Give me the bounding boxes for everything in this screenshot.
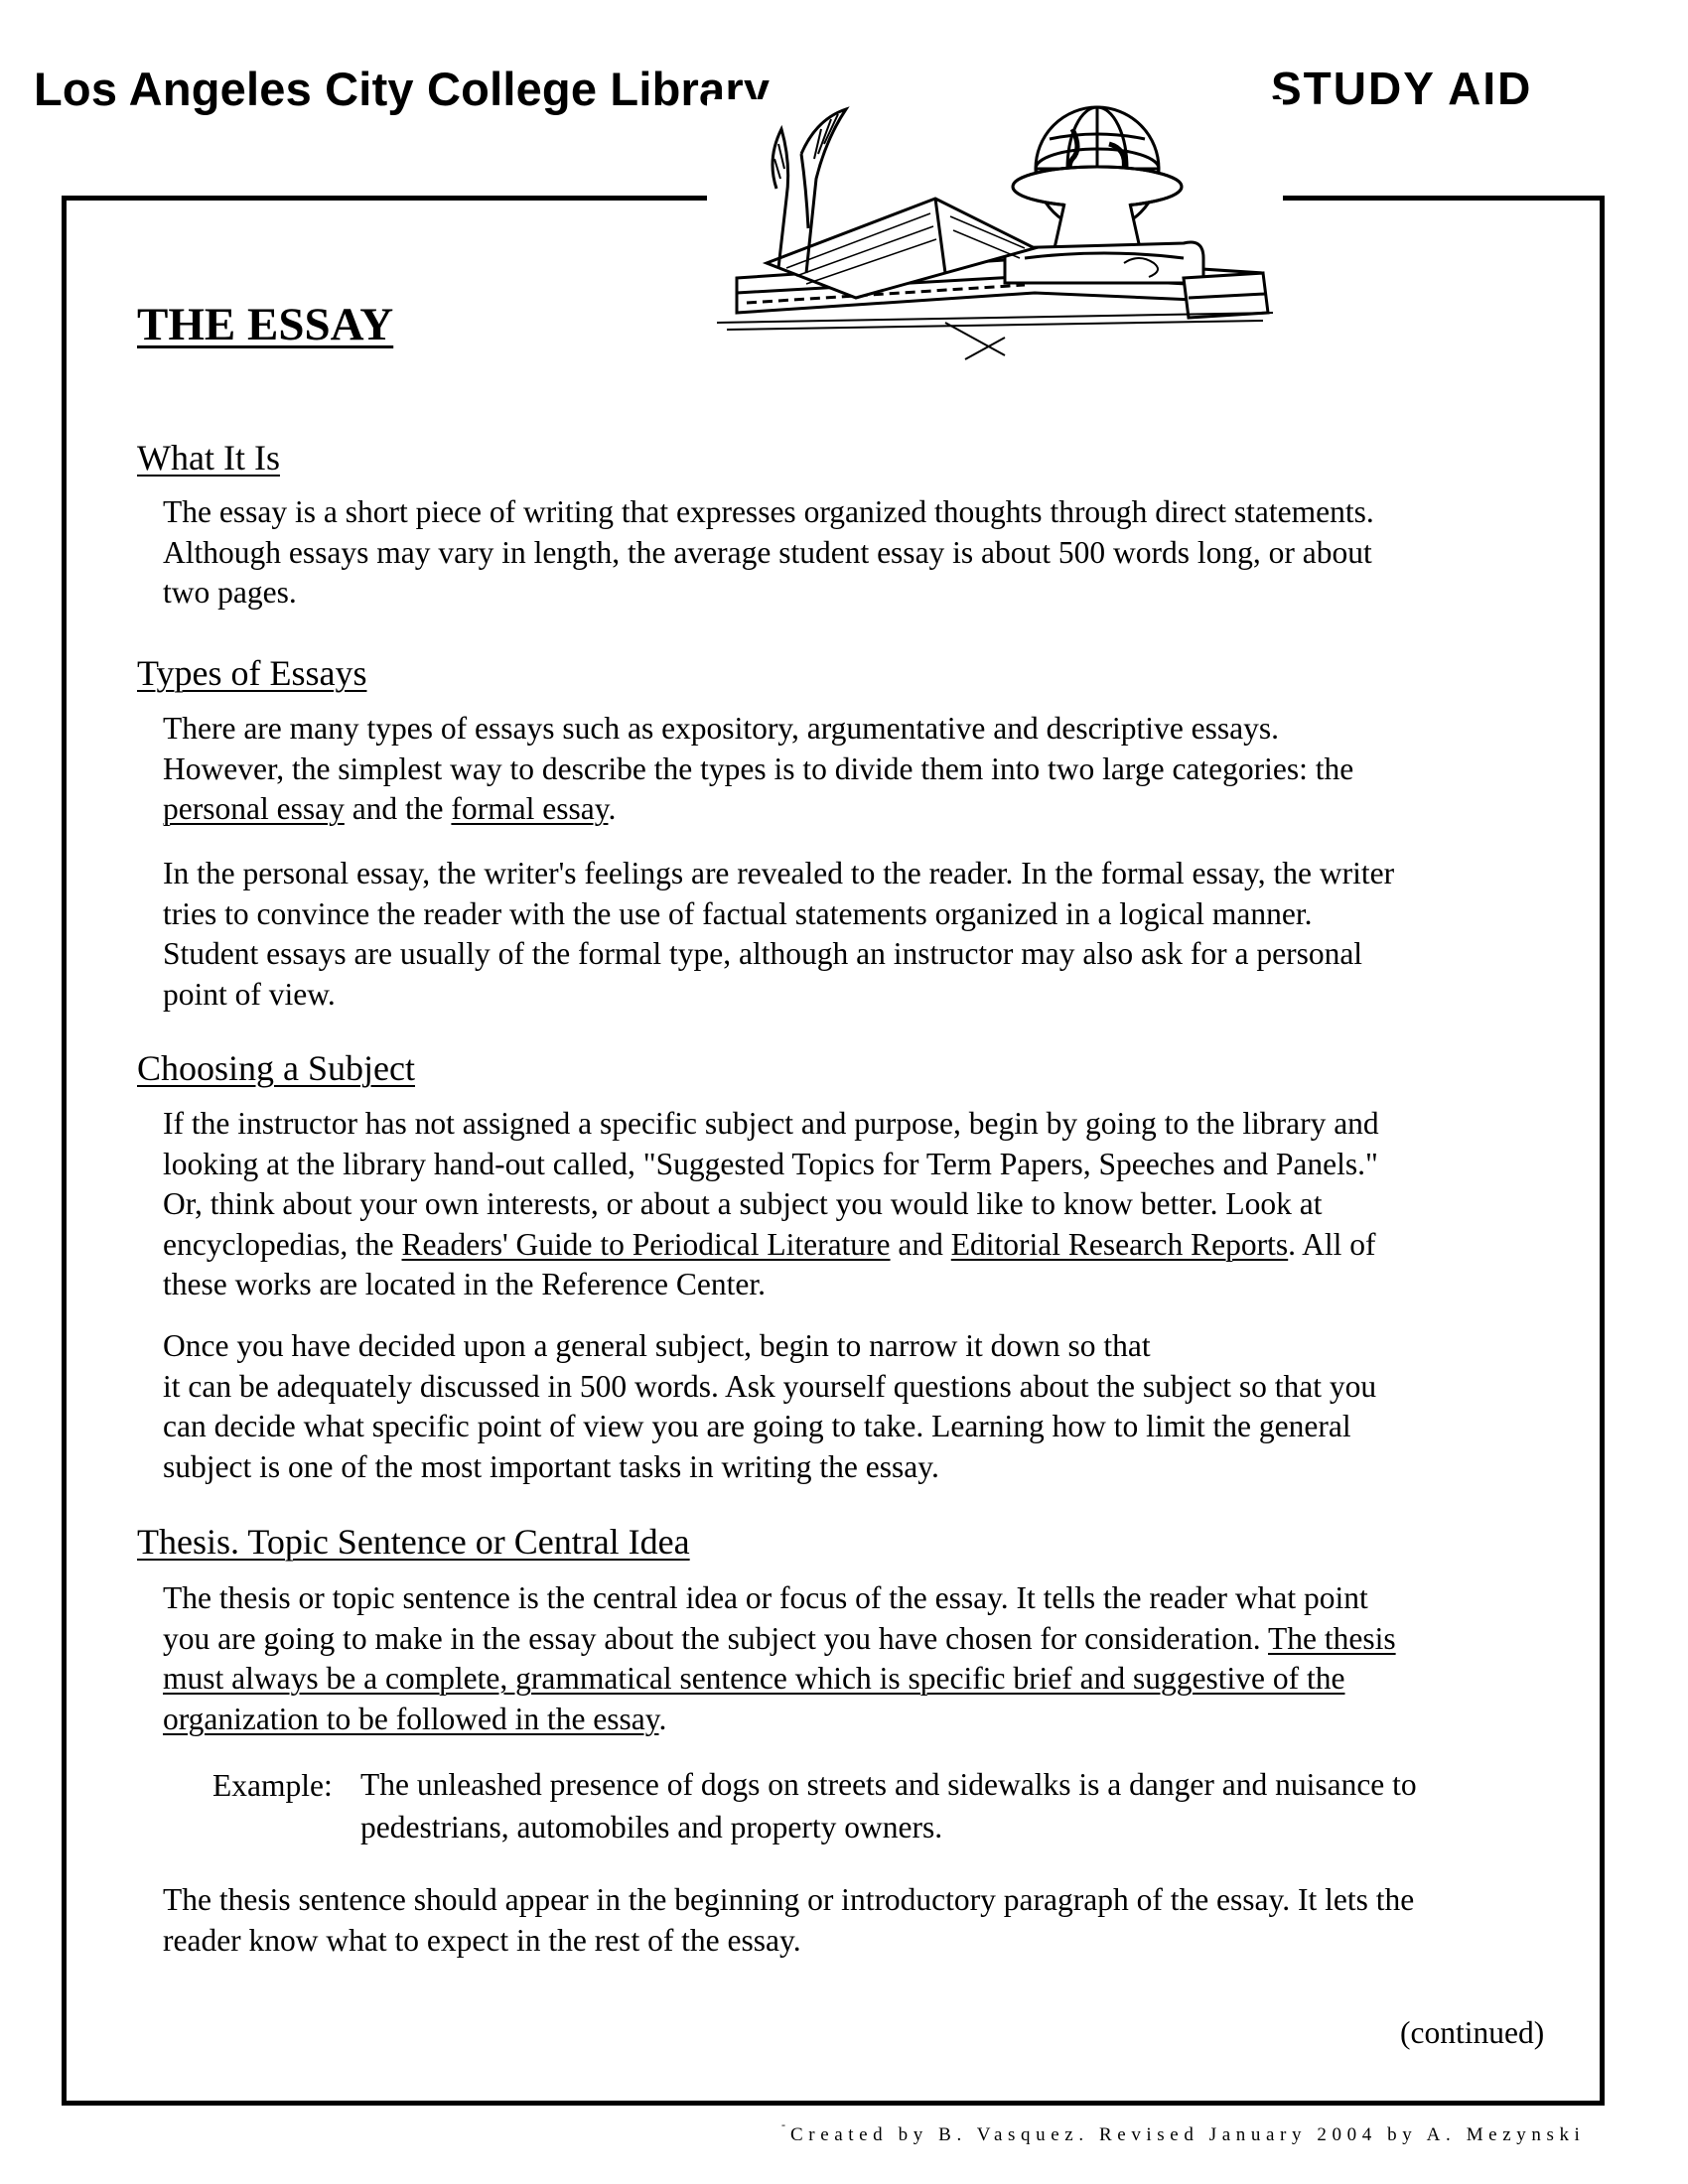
text-line: The essay is a short piece of writing that expresses organized thoughts through direct statements.	[163, 494, 1374, 529]
editorial-research-reports-title: Editorial Research Reports	[950, 1226, 1289, 1262]
text-line: tries to convince the reader with the use of factual statements organized in a logical manner.	[163, 895, 1313, 931]
text-line: subject is one of the most important tasks in writing the essay.	[163, 1448, 939, 1484]
text-line: Student essays are usually of the formal type, although an instructor may also ask for a personal	[163, 936, 1363, 971]
example-label: Example:	[212, 1768, 333, 1803]
paragraph-thesis-1	[163, 1578, 1553, 1739]
library-name: Los Angeles City College Library	[34, 63, 771, 115]
paragraph-choosing-1	[163, 1104, 1553, 1305]
text-line: However, the simplest way to describe the types is to divide them into two large categories: the	[163, 751, 1354, 786]
heading-thesis: Thesis. Topic Sentence or Central Idea	[137, 1522, 690, 1562]
text-line: can decide what specific point of view you are going to take. Learning how to limit the general	[163, 1409, 1351, 1443]
paragraph-choosing-2	[163, 1326, 1553, 1487]
text-fragment: and the	[344, 791, 452, 826]
paragraph-types-2	[163, 854, 1553, 1015]
thesis-rule-text: must always be a complete, grammatical sentence which is specific brief and suggestive of the	[163, 1661, 1345, 1696]
text-line: The unleashed presence of dogs on streets and sidewalks is a danger and nuisance to	[360, 1767, 1417, 1802]
text-fragment: encyclopedias, the	[163, 1226, 402, 1262]
text-fragment: . All of	[1288, 1226, 1376, 1262]
heading-what-it-is: What It Is	[137, 438, 280, 478]
book-stack-icon	[737, 199, 1268, 318]
text-line: pedestrians, automobiles and property owners.	[360, 1810, 943, 1844]
study-aid-label: STUDY AID	[1271, 63, 1533, 114]
text-line: There are many types of essays such as expository, argumentative and descriptive essays.	[163, 711, 1280, 746]
books-globe-illustration	[707, 99, 1283, 367]
thesis-rule-text: The thesis	[1268, 1620, 1396, 1656]
personal-essay-term: personal essay	[163, 791, 345, 826]
text-line: two pages.	[163, 575, 297, 610]
text-line: Although essays may vary in length, the average student essay is about 500 words long, or about	[163, 534, 1372, 570]
text-fragment: .	[658, 1701, 667, 1736]
text-line	[163, 1619, 1553, 1660]
text-line	[163, 1225, 1553, 1266]
page-title: THE ESSAY	[137, 299, 394, 350]
text-line: it can be adequately discussed in 500 words. Ask yourself questions about the subject so that you	[163, 1368, 1377, 1404]
text-line	[163, 789, 1553, 830]
example-text	[360, 1763, 1417, 1848]
heading-types-of-essays: Types of Essays	[137, 653, 367, 693]
text-line	[163, 1700, 1553, 1740]
text-line: point of view.	[163, 976, 336, 1012]
paragraph-thesis-2	[163, 1880, 1553, 1961]
text-line: looking at the library hand-out called, "Suggested Topics for Term Papers, Speeches and Panels."	[163, 1146, 1378, 1181]
text-line: reader know what to expect in the rest of the essay.	[163, 1922, 801, 1958]
text-fragment: .	[608, 791, 617, 826]
readers-guide-title: Readers' Guide to Periodical Literature	[401, 1226, 891, 1262]
continued-note: (continued)	[1400, 2015, 1545, 2050]
text-line: In the personal essay, the writer's feelings are revealed to the reader. In the formal essay, the writer	[163, 856, 1395, 890]
text-fragment: and	[890, 1226, 951, 1262]
credit-line: Created by B. Vasquez. Revised January 2004 by A. Mezynski	[790, 2124, 1586, 2145]
thesis-rule-text: organization to be followed in the essay	[163, 1701, 659, 1736]
formal-essay-term: formal essay	[451, 791, 609, 826]
text-line: The thesis sentence should appear in the beginning or introductory paragraph of the essay. It lets the	[163, 1882, 1415, 1917]
text-line: Once you have decided upon a general subject, begin to narrow it down so that	[163, 1328, 1151, 1363]
text-line: If the instructor has not assigned a specific subject and purpose, begin by going to the library and	[163, 1106, 1379, 1141]
footer-mark: -	[781, 2117, 785, 2131]
paragraph-what-it-is	[163, 492, 1553, 614]
text-line: The thesis or topic sentence is the central idea or focus of the essay. It tells the reader what point	[163, 1580, 1368, 1615]
paragraph-types-1	[163, 709, 1553, 830]
shading-lines-icon	[717, 313, 1273, 359]
heading-choosing-a-subject: Choosing a Subject	[137, 1048, 415, 1088]
text-fragment: you are going to make in the essay about the subject you have chosen for consideration.	[163, 1620, 1268, 1656]
text-line: these works are located in the Reference Center.	[163, 1267, 766, 1301]
text-line: Or, think about your own interests, or about a subject you would like to know better. Look at	[163, 1186, 1323, 1221]
globe-icon	[1013, 107, 1182, 248]
